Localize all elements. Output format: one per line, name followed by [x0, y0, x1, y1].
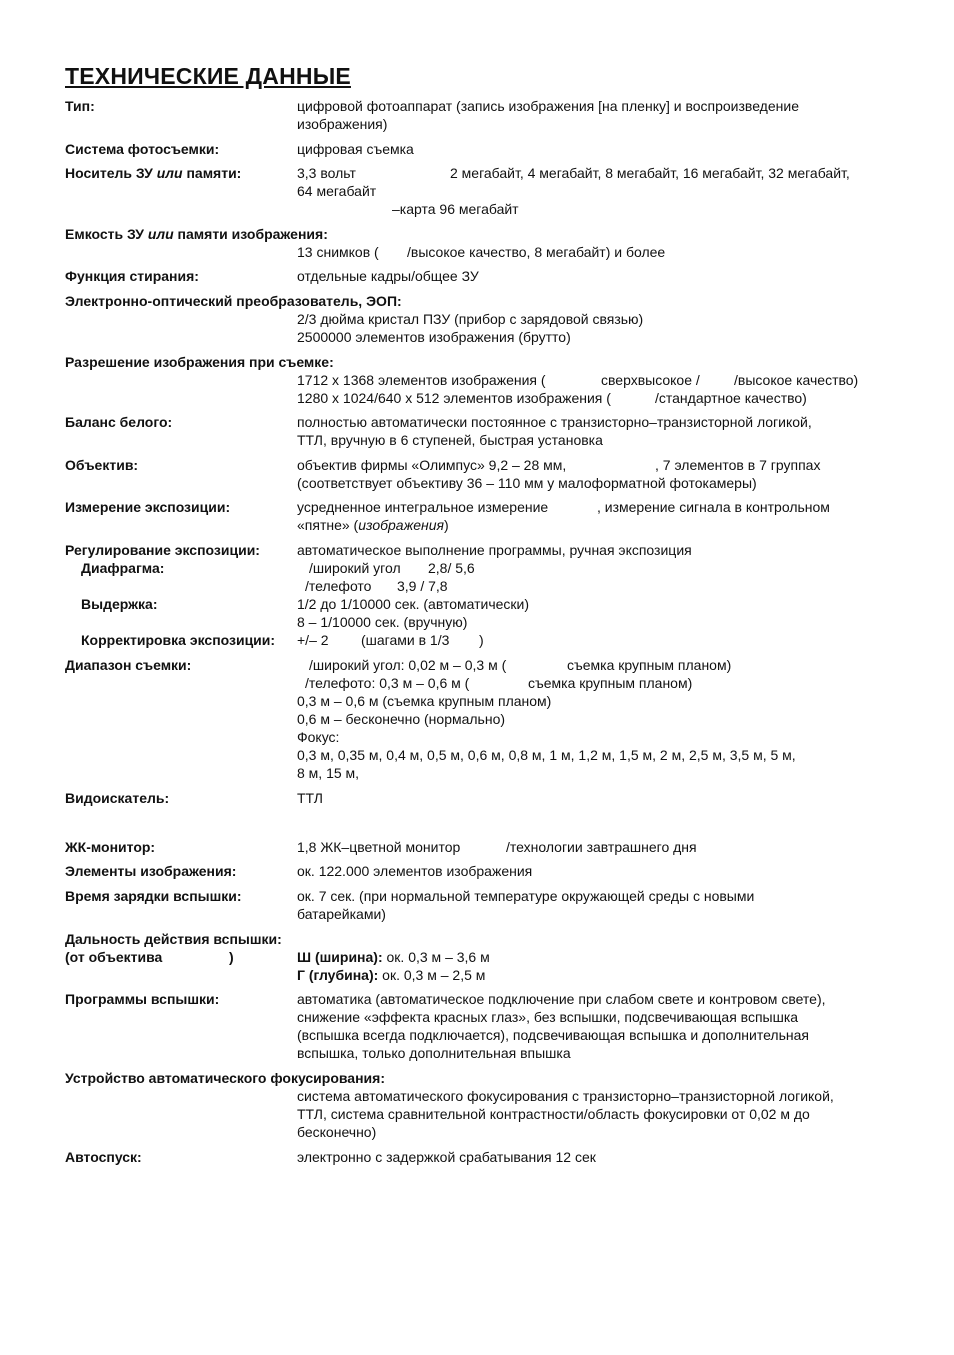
af-line2: ТТЛ, система сравнительной контрастности/область фокусировки от 0,02 м до [297, 1106, 810, 1122]
flash-range-width: Ш (ширина): ок. 0,3 м – 3,6 м [297, 949, 490, 965]
system-label: Система фотосъемки: [65, 141, 220, 157]
page-title: ТЕХНИЧЕСКИЕ ДАННЫЕ [65, 63, 351, 89]
aperture-line2a: /телефото [305, 578, 372, 594]
range-line4: 0,6 м – бесконечно (нормально) [297, 711, 506, 727]
erase-value: отдельные кадры/общее ЗУ [297, 268, 479, 284]
flash-range-label: Дальность действия вспышки: [65, 931, 282, 947]
ccd-value-line2: 2500000 элементов изображения (брутто) [297, 329, 571, 345]
aperture-line1a: /широкий угол [309, 560, 401, 576]
metering-line1a: усредненное интегральное измерение [297, 499, 549, 515]
range-line2a: /телефото: 0,3 м – 0,6 м ( [305, 675, 470, 691]
range-line1b: съемка крупным планом) [567, 657, 732, 673]
metering-line1b: , измерение сигнала в контрольном [597, 499, 830, 515]
range-line6: 0,3 м, 0,35 м, 0,4 м, 0,5 м, 0,6 м, 0,8 м, 1 м, 1,2 м, 1,5 м, 2 м, 2,5 м, 3,5 м, 5 м, [297, 747, 796, 763]
wb-line1: полностью автоматически постоянное с транзисторно–транзисторной логикой, [297, 414, 812, 430]
resolution-label: Разрешение изображения при съемке: [65, 354, 334, 370]
af-line1: система автоматического фокусирования с транзисторно–транзисторной логикой, [297, 1088, 834, 1104]
metering-line2: «пятне» (изображения) [297, 517, 449, 533]
af-line3: бесконечно) [297, 1124, 377, 1140]
af-label: Устройство автоматического фокусирования: [65, 1070, 385, 1086]
ccd-label: Электронно-оптический преобразователь, ЭОП: [65, 293, 402, 309]
range-line1a: /широкий угол: 0,02 м – 0,3 м ( [309, 657, 507, 673]
compensation-a: +/– 2 [297, 632, 329, 648]
viewfinder-value: ТТЛ [297, 790, 323, 806]
pixels-label: Элементы изображения: [65, 863, 237, 879]
lcd-value-b: /технологии завтрашнего дня [506, 839, 697, 855]
shutter-line1: 1/2 до 1/10000 сек. (автоматически) [297, 596, 530, 612]
type-value-line1: цифровой фотоаппарат (запись изображения [на пленку] и воспроизведение [297, 98, 799, 114]
flash-modes-line2: снижение «эффекта красных глаз», без вспышки, подсвечивающая вспышка [297, 1009, 799, 1025]
media-value-line2: 64 мегабайт [297, 183, 377, 199]
flash-modes-line1: автоматика (автоматическое подключение при слабом свете и контровом свете), [297, 991, 826, 1007]
range-line5: Фокус: [297, 729, 340, 745]
flash-modes-line3: (вспышка всегда подключается), подсвечивающая вспышка и дополнительная [297, 1027, 809, 1043]
recharge-line1: ок. 7 сек. (при нормальной температуре окружающей среды с новыми [297, 888, 755, 904]
flash-range-sublabel-b: ) [229, 949, 234, 965]
wb-line2: ТТЛ, вручную в 6 ступеней, быстрая установка [297, 432, 603, 448]
flash-range-depth: Г (глубина): ок. 0,3 м – 2,5 м [297, 967, 486, 983]
media-value-line3: –карта 96 мегабайт [392, 201, 519, 217]
compensation-c: ) [479, 632, 484, 648]
resolution-line2a: 1280 x 1024/640 x 512 элементов изображения ( [297, 390, 611, 406]
resolution-line2b: /стандартное качество) [655, 390, 807, 406]
selftimer-label: Автоспуск: [65, 1149, 142, 1165]
range-line7: 8 м, 15 м, [297, 765, 360, 781]
resolution-line1c: /высокое качество) [734, 372, 859, 388]
range-line2b: съемка крупным планом) [528, 675, 693, 691]
shutter-line2: 8 – 1/10000 сек. (вручную) [297, 614, 468, 630]
media-label: Носитель ЗУ или памяти: [65, 165, 242, 181]
exposure-value: автоматическое выполнение программы, ручная экспозиция [297, 542, 692, 558]
resolution-line1b: сверхвысокое / [601, 372, 700, 388]
lens-line1a: объектив фирмы «Олимпус» 9,2 – 28 мм, [297, 457, 567, 473]
compensation-b: (шагами в 1/3 [361, 632, 450, 648]
aperture-line1b: 2,8/ 5,6 [428, 560, 475, 576]
ccd-value-line1: 2/3 дюйма кристал ПЗУ (прибор с зарядовой связью) [297, 311, 644, 327]
compensation-label: Корректировка экспозиции: [81, 632, 276, 648]
metering-label: Измерение экспозиции: [65, 499, 231, 515]
media-value-line1b: 2 мегабайт, 4 мегабайт, 8 мегабайт, 16 мегабайт, 32 мегабайт, [450, 165, 850, 181]
erase-label: Функция стирания: [65, 268, 199, 284]
viewfinder-label: Видоискатель: [65, 790, 170, 806]
lens-line2: (соответствует объективу 36 – 110 мм у малоформатной фотокамеры) [297, 475, 757, 491]
aperture-label: Диафрагма: [81, 560, 165, 576]
flash-modes-label: Программы вспышки: [65, 991, 220, 1007]
lcd-label: ЖК-монитор: [65, 839, 156, 855]
lens-line1b: , 7 элементов в 7 группах [655, 457, 821, 473]
flash-range-sublabel-a: (от объектива [65, 949, 163, 965]
lcd-value-a: 1,8 ЖК–цветной монитор [297, 839, 461, 855]
recharge-label: Время зарядки вспышки: [65, 888, 242, 904]
capacity-value-b: /высокое качество, 8 мегабайт) и более [407, 244, 666, 260]
lens-label: Объектив: [65, 457, 139, 473]
type-value-line2: изображения) [297, 116, 388, 132]
system-value: цифровая съемка [297, 141, 414, 157]
capacity-label: Емкость ЗУ или памяти изображения: [65, 226, 328, 242]
range-line3: 0,3 м – 0,6 м (съемка крупным планом) [297, 693, 552, 709]
resolution-line1a: 1712 x 1368 элементов изображения ( [297, 372, 546, 388]
selftimer-value: электронно с задержкой срабатывания 12 сек [297, 1149, 596, 1165]
media-value-line1a: 3,3 вольт [297, 165, 356, 181]
recharge-line2: батарейками) [297, 906, 386, 922]
shutter-label: Выдержка: [81, 596, 158, 612]
pixels-value: ок. 122.000 элементов изображения [297, 863, 533, 879]
exposure-label: Регулирование экспозиции: [65, 542, 260, 558]
wb-label: Баланс белого: [65, 414, 173, 430]
range-label: Диапазон съемки: [65, 657, 192, 673]
aperture-line2b: 3,9 / 7,8 [397, 578, 448, 594]
type-label: Тип: [65, 98, 95, 114]
capacity-value-a: 13 снимков ( [297, 244, 379, 260]
flash-modes-line4: вспышка, только дополнительная впышка [297, 1045, 571, 1061]
